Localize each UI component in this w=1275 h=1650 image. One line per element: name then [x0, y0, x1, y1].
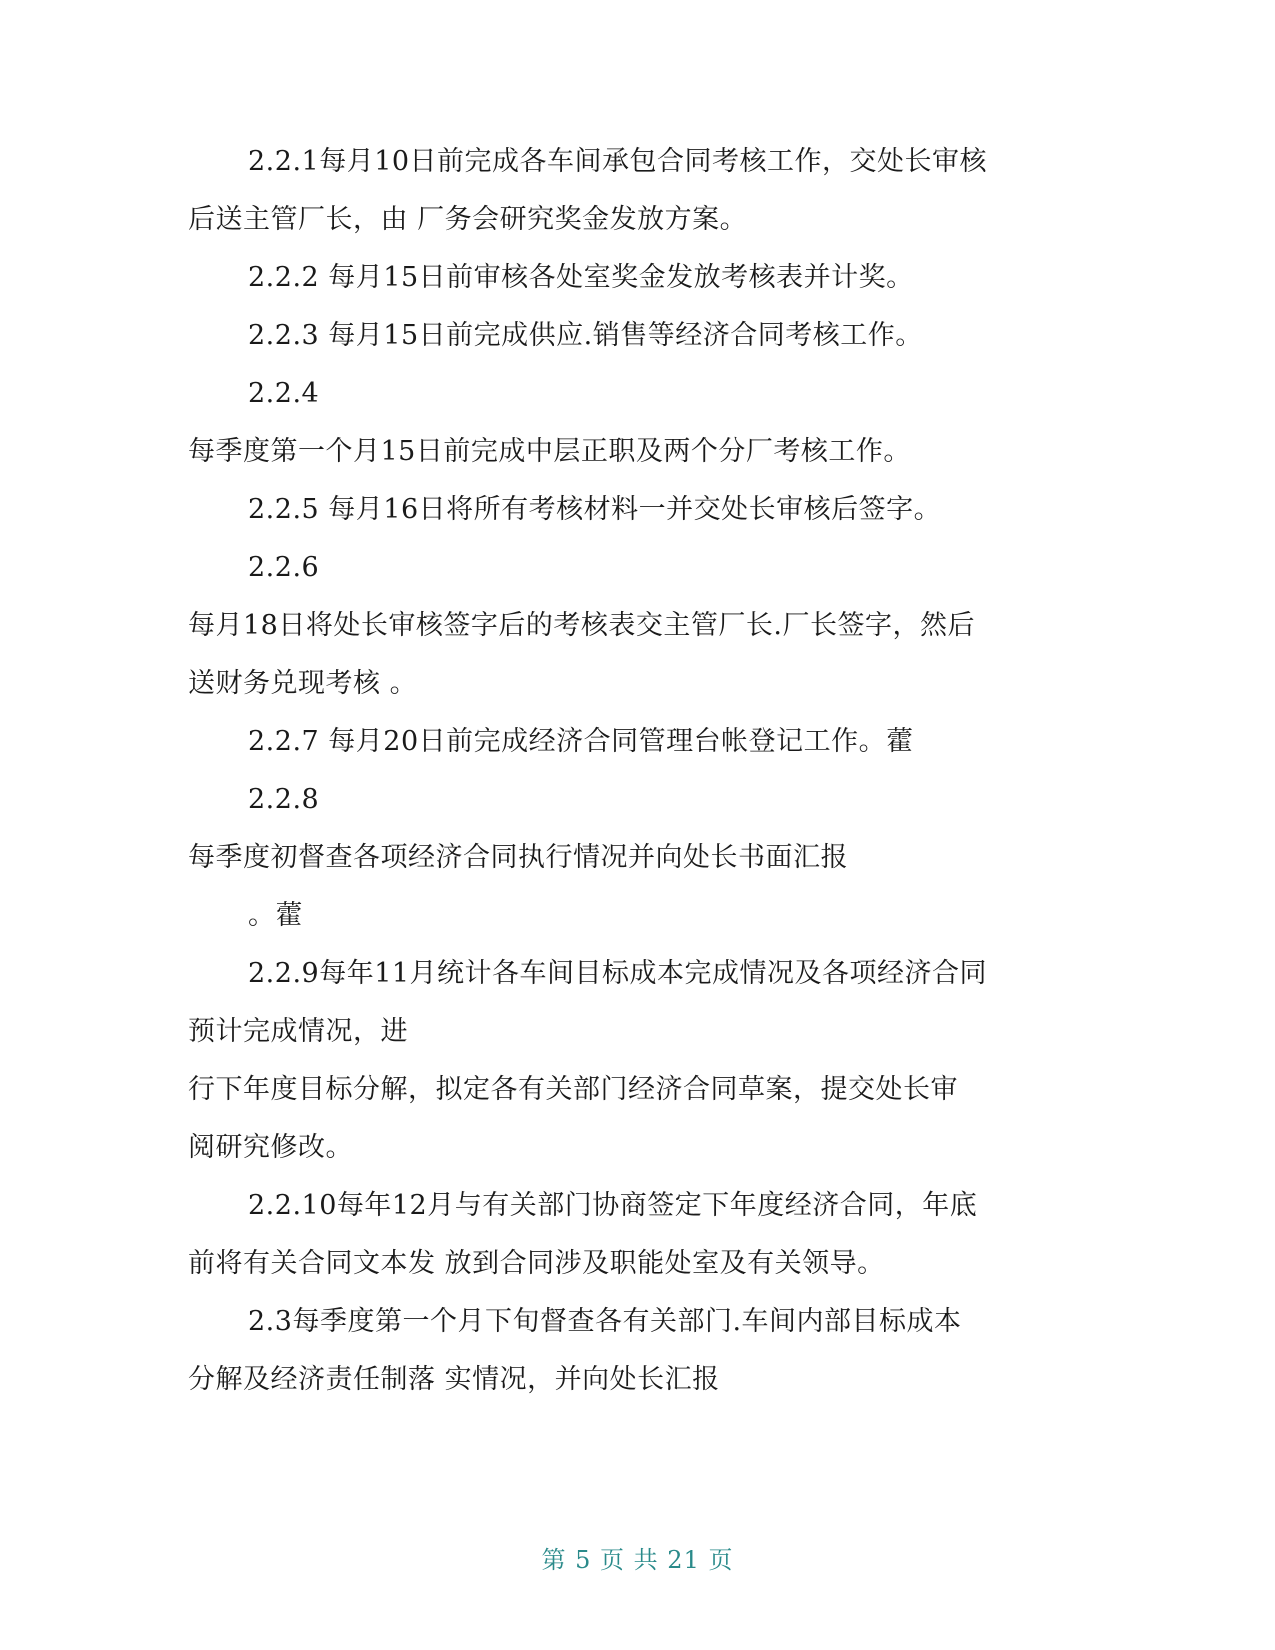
paragraph-line: 每月18日将处长审核签字后的考核表交主管厂长.厂长签字，然后 — [188, 610, 975, 641]
paragraph-line: 2.2.1每月10日前完成各车间承包合同考核工作，交处长审核 — [248, 146, 988, 177]
paragraph-line: 行下年度目标分解，拟定各有关部门经济合同草案，提交处长审 — [188, 1074, 958, 1105]
paragraph-line: 2.2.6 — [248, 552, 320, 583]
paragraph-line: 送财务兑现考核 。 — [188, 668, 418, 699]
paragraph-line: 2.2.8 — [248, 784, 320, 815]
paragraph-line: 2.2.7 每月20日前完成经济合同管理台帐登记工作。藿 — [248, 726, 914, 757]
paragraph-line: 。藿 — [248, 900, 303, 931]
paragraph-line: 2.2.10每年12月与有关部门协商签定下年度经济合同，年底 — [248, 1190, 978, 1221]
paragraph-line: 前将有关合同文本发 放到合同涉及职能处室及有关领导。 — [188, 1248, 885, 1279]
paragraph-line: 后送主管厂长，由 厂务会研究奖金发放方案。 — [188, 204, 748, 235]
paragraph-line: 2.3每季度第一个月下旬督查各有关部门.车间内部目标成本 — [248, 1306, 962, 1337]
page-number-footer: 第 5 页 共 21 页 — [541, 1546, 734, 1574]
paragraph-line: 分解及经济责任制落 实情况，并向处长汇报 — [188, 1364, 720, 1395]
paragraph-line: 2.2.9每年11月统计各车间目标成本完成情况及各项经济合同 — [248, 958, 988, 989]
paragraph-line: 2.2.3 每月15日前完成供应.销售等经济合同考核工作。 — [248, 320, 923, 351]
paragraph-line: 2.2.4 — [248, 378, 320, 409]
paragraph-line: 每季度初督查各项经济合同执行情况并向处长书面汇报 — [188, 842, 848, 873]
paragraph-line: 阅研究修改。 — [188, 1132, 353, 1163]
paragraph-line: 2.2.5 每月16日将所有考核材料一并交处长审核后签字。 — [248, 494, 942, 525]
paragraph-line: 每季度第一个月15日前完成中层正职及两个分厂考核工作。 — [188, 436, 911, 467]
paragraph-line: 2.2.2 每月15日前审核各处室奖金发放考核表并计奖。 — [248, 262, 914, 293]
paragraph-line: 预计完成情况，进 — [188, 1016, 408, 1047]
